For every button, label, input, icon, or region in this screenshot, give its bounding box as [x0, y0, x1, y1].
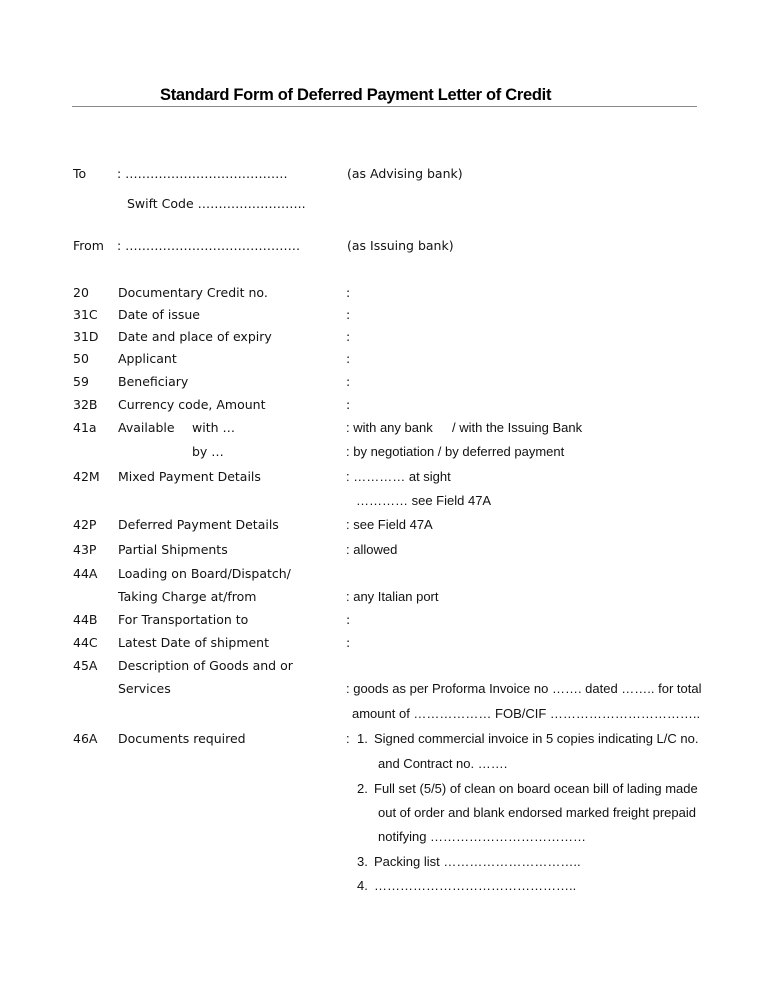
field-value: : [346, 285, 351, 300]
field-value: : [346, 307, 351, 322]
from-note: (as Issuing bank) [347, 238, 454, 253]
field-value: : [346, 731, 350, 746]
field-code: 32B [73, 397, 98, 412]
document-line: and Contract no. ……. [378, 756, 508, 771]
document-line: Full set (5/5) of clean on board ocean bill of lading made [374, 781, 698, 796]
field-label: Date of issue [118, 307, 200, 322]
swift-code: Swift Code …………………….. [127, 196, 306, 211]
field-label: Description of Goods and or [118, 658, 293, 673]
to-note: (as Advising bank) [347, 166, 463, 181]
document-number: 2. [357, 781, 368, 796]
field-value: : [346, 612, 351, 627]
field-label: Currency code, Amount [118, 397, 266, 412]
to-value: : ………………………………… [117, 166, 288, 181]
field-label: Available [118, 420, 175, 435]
field-value-line2: : by negotiation / by deferred payment [346, 444, 565, 459]
page-title: Standard Form of Deferred Payment Letter of Credit [160, 86, 552, 104]
to-label: To [73, 166, 87, 181]
field-label: Mixed Payment Details [118, 469, 261, 484]
field-code: 44C [73, 635, 98, 650]
field-value: : with any bank [346, 420, 433, 435]
from-label: From [73, 238, 104, 253]
field-code: 45A [73, 658, 98, 673]
field-label: Applicant [118, 351, 177, 366]
field-code: 46A [73, 731, 98, 746]
field-label: Loading on Board/Dispatch/ [118, 566, 291, 581]
field-code: 59 [73, 374, 89, 389]
field-value-line2: ………… see Field 47A [356, 493, 492, 508]
document-line: Packing list ………………………….. [374, 854, 581, 869]
title-underline [72, 106, 697, 107]
document-line: Signed commercial invoice in 5 copies indicating L/C no. [374, 731, 699, 746]
field-label: For Transportation to [118, 612, 249, 627]
field-value: : ………… at sight [346, 469, 451, 484]
document-line: notifying ……………………………… [378, 829, 587, 844]
field-value: : allowed [346, 542, 398, 557]
field-code: 43P [73, 542, 97, 557]
field-value-line2: amount of ……………… FOB/CIF …………………………….. [352, 706, 701, 721]
field-code: 50 [73, 351, 89, 366]
field-code: 42M [73, 469, 100, 484]
field-value-alt: / with the Issuing Bank [452, 420, 583, 435]
field-value: : [346, 374, 351, 389]
field-label: Partial Shipments [118, 542, 228, 557]
document-line: ……………………………………….. [374, 878, 577, 893]
field-code: 44A [73, 566, 98, 581]
field-value: : [346, 351, 351, 366]
field-value: : goods as per Proforma Invoice no ……. dated …….. for total [346, 681, 702, 696]
document-number: 3. [357, 854, 368, 869]
field-code: 31C [73, 307, 98, 322]
field-code: 31D [73, 329, 99, 344]
field-code: 41a [73, 420, 97, 435]
document-number: 1. [357, 731, 368, 746]
field-label: Documents required [118, 731, 246, 746]
field-value: : [346, 329, 351, 344]
field-value: : any Italian port [346, 589, 439, 604]
field-code: 42P [73, 517, 97, 532]
field-code: 20 [73, 285, 89, 300]
field-label-by: by … [192, 444, 224, 459]
field-label: Date and place of expiry [118, 329, 272, 344]
document-line: out of order and blank endorsed marked freight prepaid [378, 805, 696, 820]
field-label: Beneficiary [118, 374, 189, 389]
field-value: : see Field 47A [346, 517, 433, 532]
from-value: : …………………………………… [117, 238, 301, 253]
field-label: Latest Date of shipment [118, 635, 270, 650]
field-label: Deferred Payment Details [118, 517, 279, 532]
document-number: 4. [357, 878, 368, 893]
field-label-line2: Taking Charge at/from [118, 589, 257, 604]
field-label-with: with … [192, 420, 235, 435]
field-value: : [346, 397, 351, 412]
field-code: 44B [73, 612, 98, 627]
field-label: Documentary Credit no. [118, 285, 268, 300]
field-label-line2: Services [118, 681, 171, 696]
field-value: : [346, 635, 351, 650]
